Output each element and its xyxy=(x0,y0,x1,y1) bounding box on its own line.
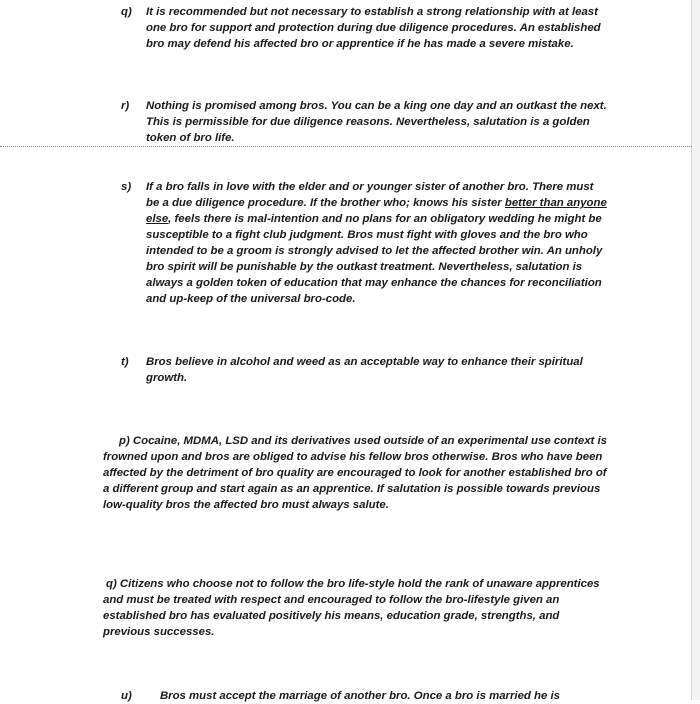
page-edge xyxy=(691,0,700,700)
list-item-q xyxy=(121,4,609,52)
list-marker: u) xyxy=(121,690,132,702)
text-segment: , feels there is mal-intention and no plans for an obligatory wedding he might be susceptible to a fight club judgment. Bros must fight with gloves and the bro who intended to be a groom is strongly advised to let the affected brother win. An unholy bro spirit will be punishable by the outkast treatment. Nevertheless, salutation is always a golden token of education that may enhance the chances for reconciliation and up-keep of the universal bro-code. xyxy=(146,213,603,305)
list-marker: r) xyxy=(121,100,130,112)
list-item-text: It is recommended but not necessary to establish a strong relationship with at least one bro for support and protection during due diligence procedures. An established bro may defend his affected bro or apprentice if he has made a severe mistake. xyxy=(146,6,601,50)
paragraph-p: p) Cocaine, MDMA, LSD and its derivatives used outside of an experimental use context is frowned upon and bros are obliged to advise his fellow bros otherwise. Bros who have been affected by the detriment of bro quality are encouraged to look for another established bro of a different group and start again as an apprentice. If salutation is possible towards previous low-quality bros the affected bro must always salute. xyxy=(103,435,608,511)
list-marker: q) xyxy=(121,6,132,18)
list-item-s xyxy=(121,179,609,307)
list-item-t xyxy=(121,354,609,386)
list-item-text: Bros must accept the marriage of another bro. Once a bro is married he is xyxy=(159,690,560,702)
list-item-text: Nothing is promised among bros. You can be a king one day and an outkast the next. This is permissible for due diligence reasons. Nevertheless, salutation is a golden token of bro life. xyxy=(146,100,607,144)
paragraph-q2: q) Citizens who choose not to follow the bro life-style hold the rank of unaware apprentices and must be treated with respect and encouraged to follow the bro-lifestyle given an established bro has evaluated positively his means, education grade, strengths, and previous successes. xyxy=(103,578,600,638)
list-item-r xyxy=(121,98,609,146)
list-item-u xyxy=(121,688,609,704)
list-item-text xyxy=(146,179,609,307)
underlined-phrase: better than anyone else xyxy=(146,197,607,225)
list-marker: s) xyxy=(121,181,132,193)
list-marker: t) xyxy=(121,356,129,368)
text-segment: If a bro falls in love with the elder and or younger sister of another bro. There must be a due diligence procedure. If the brother who; knows his sister xyxy=(146,181,594,209)
list-item-text: Bros believe in alcohol and weed as an acceptable way to enhance their spiritual growth. xyxy=(146,356,583,384)
page-break-line xyxy=(0,146,692,147)
